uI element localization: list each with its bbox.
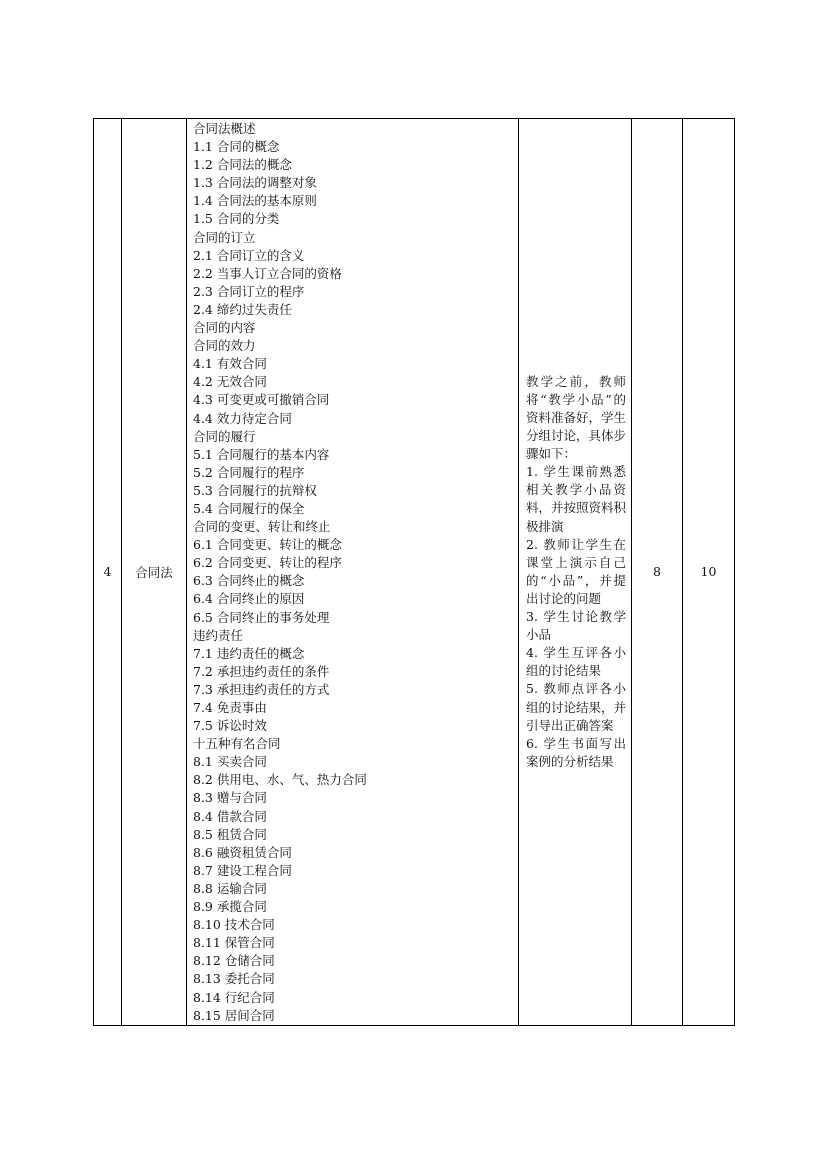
content-line: 6.5 合同终止的事务处理 xyxy=(193,609,330,625)
chapter-title-cell: 合同法 xyxy=(122,119,187,1026)
content-cell xyxy=(187,119,519,1026)
content-line: 合同法概述 xyxy=(193,121,256,136)
content-line: 8.1 买卖合同 xyxy=(193,754,267,770)
content-line: 2.1 合同订立的含义 xyxy=(193,247,305,263)
content-line: 8.11 保管合同 xyxy=(193,935,275,951)
method-line: 1. 学生课前熟悉相关教学小品资料，并按照资料积极排演 xyxy=(526,464,627,534)
content-line: 2.4 缔约过失责任 xyxy=(193,301,292,317)
content-line: 8.13 委托合同 xyxy=(193,971,275,987)
content-line: 7.3 承担违约责任的方式 xyxy=(193,681,330,697)
content-line: 合同的订立 xyxy=(193,229,256,245)
content-line: 1.5 合同的分类 xyxy=(193,211,280,227)
content-line: 8.3 赠与合同 xyxy=(193,790,267,806)
content-line: 8.2 供用电、水、气、热力合同 xyxy=(193,772,367,788)
content-line: 1.3 合同法的调整对象 xyxy=(193,175,317,191)
content-line: 1.4 合同法的基本原则 xyxy=(193,193,317,209)
content-line: 8.4 借款合同 xyxy=(193,808,267,824)
content-line: 8.6 融资租赁合同 xyxy=(193,844,292,860)
content-line: 4.4 效力待定合同 xyxy=(193,410,292,426)
content-line: 1.1 合同的概念 xyxy=(193,139,280,155)
method-line: 4. 学生互评各小组的讨论结果 xyxy=(526,645,626,679)
content-line: 6.4 合同终止的原因 xyxy=(193,591,305,607)
content-line: 2.3 合同订立的程序 xyxy=(193,283,305,299)
content-line: 6.2 合同变更、转让的程序 xyxy=(193,555,342,571)
content-line: 违约责任 xyxy=(193,627,244,643)
content-line: 4.2 无效合同 xyxy=(193,374,267,390)
content-line: 合同的变更、转让和终止 xyxy=(193,519,331,535)
content-line: 8.12 仓储合同 xyxy=(193,953,275,969)
table-row xyxy=(94,119,735,1026)
content-line: 5.1 合同履行的基本内容 xyxy=(193,446,330,462)
content-line: 8.7 建设工程合同 xyxy=(193,862,292,878)
hours-a-cell: 8 xyxy=(632,119,683,1026)
row-index-cell: 4 xyxy=(94,119,122,1026)
content-line: 8.14 行纪合同 xyxy=(193,989,275,1005)
content-line: 7.1 违约责任的概念 xyxy=(193,645,305,661)
content-line: 合同的效力 xyxy=(193,338,256,354)
content-line: 8.10 技术合同 xyxy=(193,917,275,933)
method-line: 5. 教师点评各小组的讨论结果，并引导出正确答案 xyxy=(526,681,627,733)
content-line: 8.15 居间合同 xyxy=(193,1007,275,1023)
content-line: 十五种有名合同 xyxy=(193,736,281,752)
content-line: 4.3 可变更或可撤销合同 xyxy=(193,392,330,408)
content-line: 合同的履行 xyxy=(193,428,256,444)
content-line: 5.3 合同履行的抗辩权 xyxy=(193,482,317,498)
method-line: 6. 学生书面写出案例的分析结果 xyxy=(526,735,626,769)
content-line: 5.2 合同履行的程序 xyxy=(193,464,305,480)
content-line: 6.3 合同终止的概念 xyxy=(193,573,305,589)
course-table xyxy=(93,118,735,1026)
content-line: 8.8 运输合同 xyxy=(193,880,267,896)
hours-b-cell: 10 xyxy=(683,119,735,1026)
teaching-method-cell xyxy=(519,119,632,1026)
method-line: 3. 学生讨论教学小品 xyxy=(526,609,626,643)
content-line: 8.5 租赁合同 xyxy=(193,826,267,842)
content-line: 2.2 当事人订立合同的资格 xyxy=(193,265,342,281)
method-line: 教学之前，教师将“教学小品”的资料准备好，学生分组讨论，具体步骤如下： xyxy=(526,373,627,462)
content-line: 5.4 合同履行的保全 xyxy=(193,500,305,516)
content-line: 7.5 诉讼时效 xyxy=(193,718,267,734)
method-line: 2. 教师让学生在课堂上演示自己的“小品”，并提出讨论的问题 xyxy=(526,536,626,606)
content-line: 8.9 承揽合同 xyxy=(193,899,267,915)
content-line: 1.2 合同法的概念 xyxy=(193,157,292,173)
content-line: 6.1 合同变更、转让的概念 xyxy=(193,537,342,553)
content-line: 7.4 免责事由 xyxy=(193,700,267,715)
content-line: 7.2 承担违约责任的条件 xyxy=(193,663,330,679)
content-line: 4.1 有效合同 xyxy=(193,356,267,372)
content-line: 合同的内容 xyxy=(193,320,256,336)
